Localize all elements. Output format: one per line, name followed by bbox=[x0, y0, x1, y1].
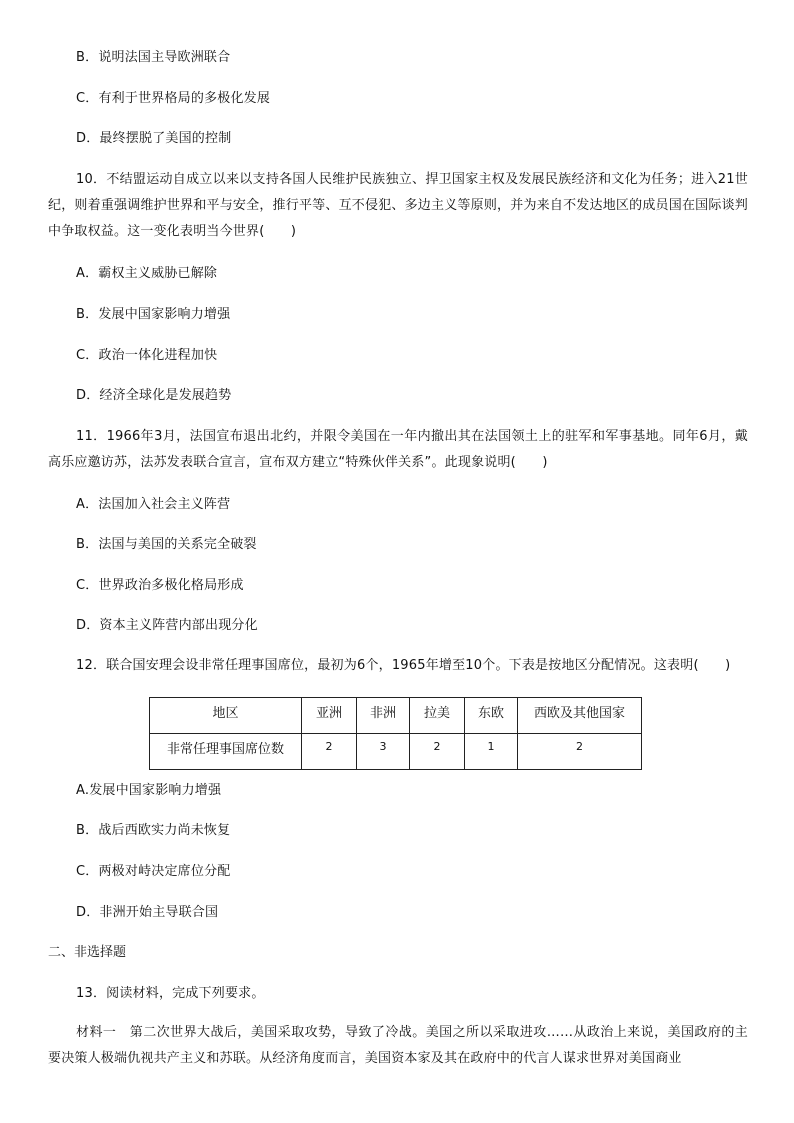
q12-option-d: D．非洲开始主导联合国 bbox=[76, 905, 219, 920]
table-header-cell: 亚洲 bbox=[302, 698, 357, 734]
table-cell: 2 bbox=[518, 734, 642, 770]
table-header-cell: 西欧及其他国家 bbox=[518, 698, 642, 734]
q12-option-a: A.发展中国家影响力增强 bbox=[76, 783, 222, 798]
table-header-row bbox=[150, 698, 642, 734]
section-heading: 二、非选择题 bbox=[48, 945, 127, 960]
q9-option-d: D．最终摆脱了美国的控制 bbox=[76, 131, 232, 146]
q10-stem: 10．不结盟运动自成立以来以支持各国人民维护民族独立、捍卫国家主权及发展民族经济和文化为任务；进入21世纪，则着重强调维护世界和平与安全，推行平等、互不侵犯、多边主义等原则，并为来自不发达地区的成员国在国际谈判中争取权益。这一变化表明当今世界( ) bbox=[48, 172, 748, 239]
q10-option-b: B．发展中国家影响力增强 bbox=[76, 307, 231, 322]
q9-option-b: B．说明法国主导欧洲联合 bbox=[76, 50, 231, 65]
table-cell: 2 bbox=[410, 734, 465, 770]
table-cell: 1 bbox=[465, 734, 518, 770]
q9-option-c: C．有利于世界格局的多极化发展 bbox=[76, 91, 271, 106]
q11-stem: 11．1966年3月，法国宣布退出北约，并限令美国在一年内撤出其在法国领土上的驻军和军事基地。同年6月，戴高乐应邀访苏，法苏发表联合宣言，宣布双方建立“特殊伙伴关系”。此现象说明( ) bbox=[48, 429, 748, 470]
q13-material-1: 材料一 第二次世界大战后，美国采取攻势，导致了冷战。美国之所以采取进攻……从政治上来说，美国政府的主要决策人极端仇视共产主义和苏联。从经济角度而言，美国资本家及其在政府中的代言人谋求世界对美国商业 bbox=[48, 1025, 748, 1066]
q12-option-b: B．战后西欧实力尚未恢复 bbox=[76, 823, 231, 838]
q13-stem: 13．阅读材料，完成下列要求。 bbox=[76, 986, 265, 1001]
table-header-cell: 地区 bbox=[150, 698, 302, 734]
q11-option-d: D．资本主义阵营内部出现分化 bbox=[76, 618, 258, 633]
q10-option-a: A．霸权主义威胁已解除 bbox=[76, 266, 218, 281]
table-cell: 2 bbox=[302, 734, 357, 770]
table-header-cell: 非洲 bbox=[357, 698, 410, 734]
table-header-cell: 东欧 bbox=[465, 698, 518, 734]
q10-option-c: C．政治一体化进程加快 bbox=[76, 348, 218, 363]
table-cell: 3 bbox=[357, 734, 410, 770]
q12-option-c: C．两极对峙决定席位分配 bbox=[76, 864, 231, 879]
q12-stem: 12．联合国安理会设非常任理事国席位，最初为6个，1965年增至10个。下表是按地区分配情况。这表明( ) bbox=[76, 658, 731, 673]
q11-option-b: B．法国与美国的关系完全破裂 bbox=[76, 537, 257, 552]
q12-seat-table bbox=[149, 697, 642, 770]
table-header-cell: 拉美 bbox=[410, 698, 465, 734]
table-row bbox=[150, 734, 642, 770]
q11-option-a: A．法国加入社会主义阵营 bbox=[76, 497, 231, 512]
q10-option-d: D．经济全球化是发展趋势 bbox=[76, 388, 232, 403]
q11-option-c: C．世界政治多极化格局形成 bbox=[76, 578, 244, 593]
table-row-label: 非常任理事国席位数 bbox=[150, 734, 302, 770]
